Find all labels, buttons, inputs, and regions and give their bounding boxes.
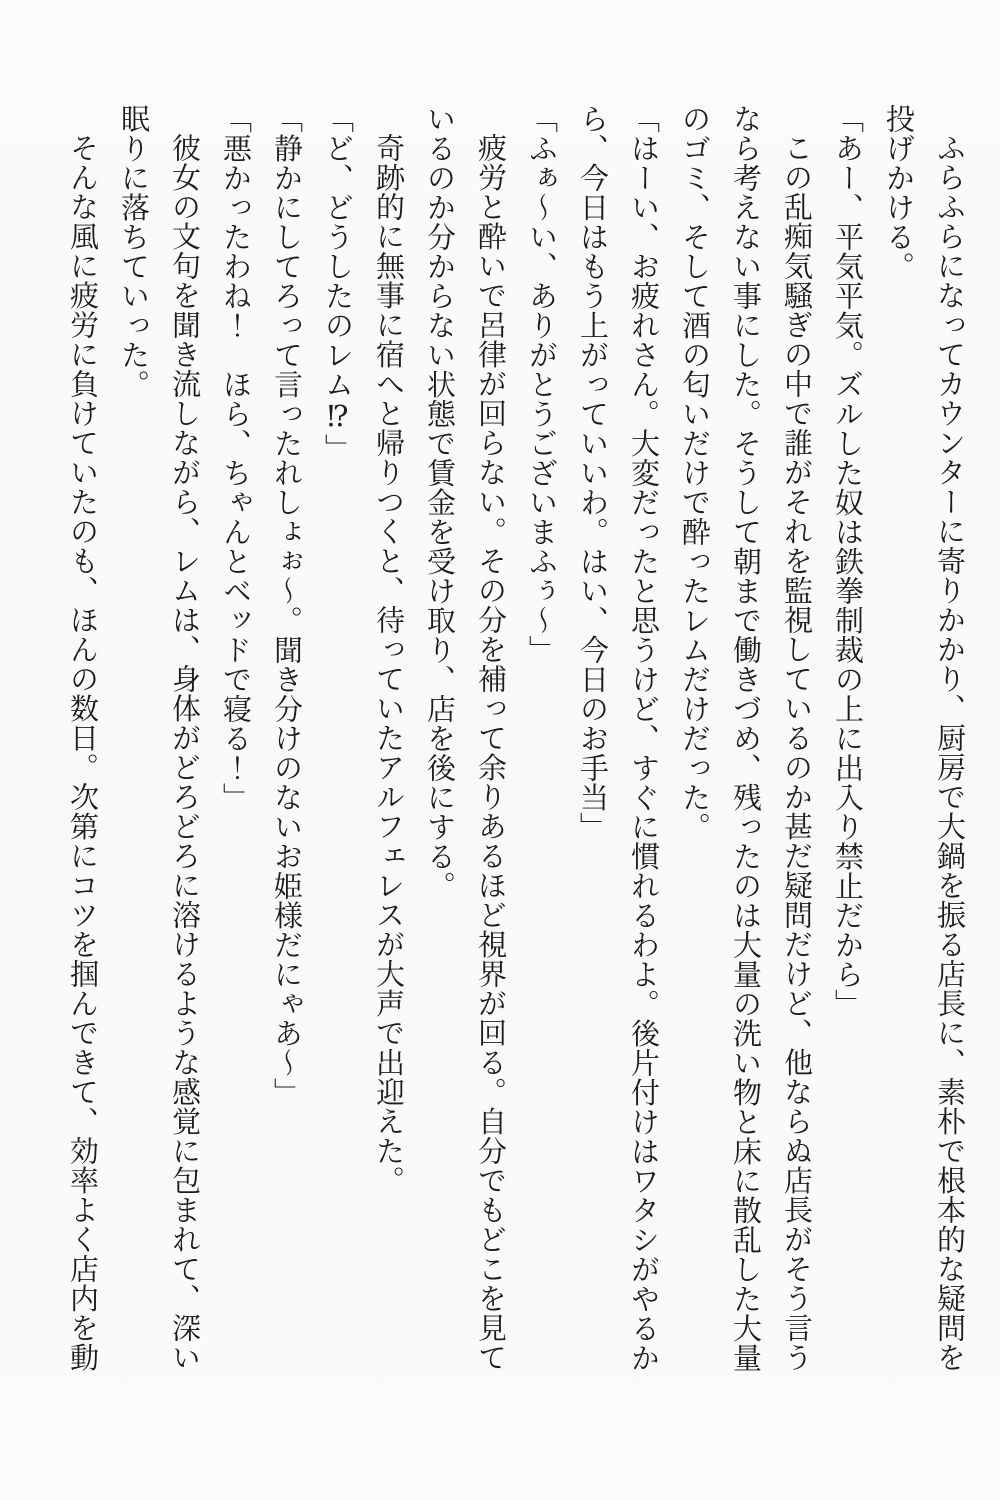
paragraph-dialogue: 「悪かったわね！ ほら、ちゃんとベッドで寝る！」 [219, 104, 251, 812]
paragraph-dialogue: 「あー、平気平気。ズルした奴は鉄拳制裁の上に出入り禁止だから」 [831, 104, 863, 1019]
vertical-text-block [56, 104, 974, 1388]
paragraph-dialogue: 「はーい、お疲れさん。大変だったと思うけど、すぐに慣れるわよ。後片付けはワタシがやるから、今日はもう上がっていいわ。はい、今日のお手当」 [576, 104, 659, 1373]
paragraph-dialogue: 「ふぁ〜い、ありがとうございまふぅ〜」 [525, 104, 557, 665]
paragraph: この乱痴気騒ぎの中で誰がそれを監視しているのか甚だ疑問だけど、他ならぬ店長がそう言うなら考えない事にした。そうして朝まで働きづめ、残ったのは大量の洗い物と床に散乱した大量のゴミ、そして酒の匂いだけで酔ったレムだけだった。 [678, 104, 812, 1373]
paragraph: 奇跡的に無事に宿へと帰りつくと、待っていたアルフェレスが大声で出迎えた。 [372, 133, 404, 1195]
paragraph: 彼女の文句を聞き流しながら、レムは、身体がどろどろに溶けるような感覚に包まれて、深い眠りに落ちていった。 [117, 104, 200, 1372]
paragraph: 疲労と酔いで呂律が回らない。その分を補って余りあるほど視界が回る。自分でもどこを見ているのか分からない状態で賃金を受け取り、店を後にする。 [423, 104, 506, 1372]
paragraph-dialogue: 「ど、どうしたのレム⁉」 [321, 104, 353, 463]
paragraph-dialogue: 「静かにしてろって言ったれしょぉ〜。聞き分けのないお姫様だにゃあ〜」 [270, 104, 302, 1107]
paragraph: そんな風に疲労に負けていたのも、ほんの数日。次第にコツを掴んできて、効率よく店内を動 [66, 133, 98, 1372]
paragraph: ふらふらになってカウンターに寄りかかり、厨房で大鍋を振る店長に、素朴で根本的な疑問を投げかける。 [882, 104, 965, 1372]
